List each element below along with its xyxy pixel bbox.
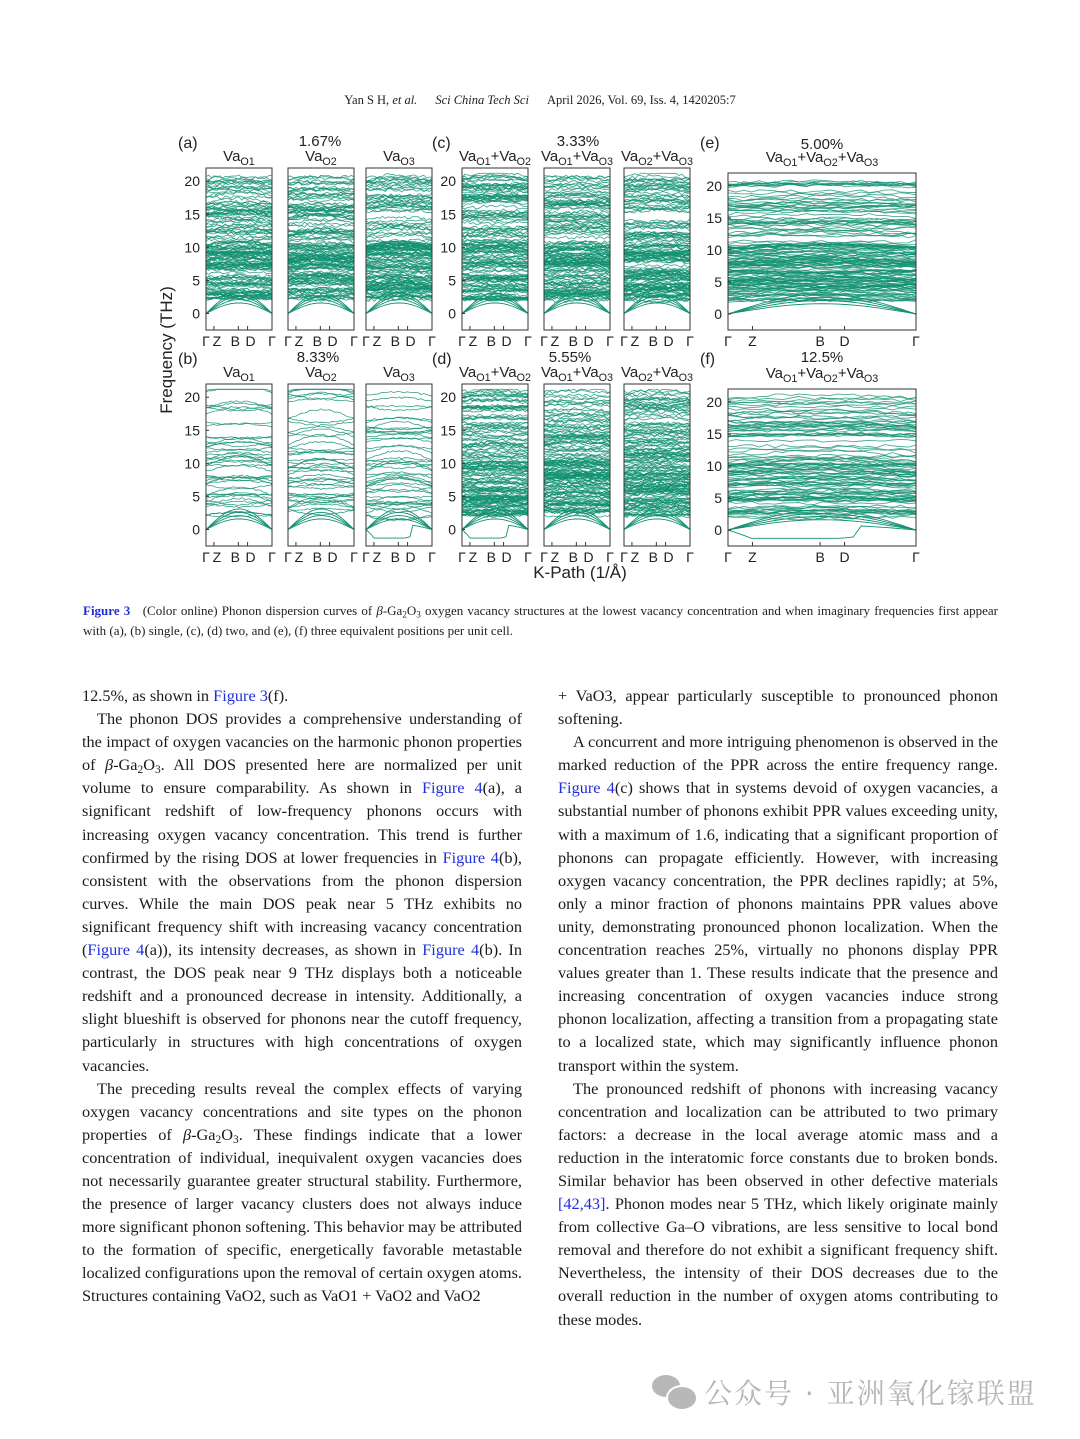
caption-text: O [406,603,417,618]
dispersion-branches [462,389,528,538]
kpath-label: Γ [686,549,694,565]
y-tick-label: 10 [184,455,200,472]
y-tick-label: 5 [192,272,200,289]
kpath-label: Z [212,549,222,565]
phonon-branch [366,220,432,223]
text: . These findings indicate that a lower concentration of individual, inequivalent oxygen vacancies does not necessarily guarantee greater structural stability. Furthermore, the presence of larger vacancy clusters does not always induce more significant phonon softening. This behavior may be attributed to the formation of specific, energetically favorable metastable localized configurations upon the removal of certain oxygen atoms. Structures containing VaO2, such as VaO1 + VaO2 and VaO2 [82,1124,522,1306]
kpath-label: Z [550,333,560,349]
text: The phonon DOS provides a comprehensive understanding of the impact of oxygen vacancies on the harmonic phonon properties of [82,709,522,775]
phonon-branch [288,421,354,426]
kpath-label: Γ [912,333,920,349]
acoustic-branch [288,296,354,313]
y-tick-label: 10 [706,241,722,258]
phonon-branch [728,439,916,442]
kpath-label: D [839,549,850,565]
kpath-label: Γ [362,333,370,349]
dispersion-branches [288,389,354,529]
dispersion-branches [366,391,432,538]
kpath-label: Z [372,333,382,349]
acoustic-branch [288,300,354,314]
y-tick-label: 20 [184,173,200,190]
acoustic-branch [544,516,610,530]
phonon-branch [206,422,272,425]
kpath-label: B [815,549,825,565]
panel-label: (c) [432,135,451,152]
figure-link[interactable]: Figure 4 [558,778,615,798]
subplot-title: $Va_{O2}+Va_{O3}$ [620,148,694,168]
kpath-label: Γ [268,333,276,349]
et-al: et al. [392,93,418,107]
paragraph [82,707,522,1077]
kpath-label: Γ [284,333,292,349]
paragraph [82,684,522,707]
dispersion-branches [544,175,610,313]
y-tick-label: 5 [192,488,200,505]
y-tick-label: 5 [714,489,722,506]
phonon-branch [366,463,432,464]
text: 12.5%, as shown in [82,686,214,705]
watermark [652,1372,1037,1412]
paragraph [558,684,998,730]
kpath-label: D [501,333,512,349]
panel-label: (f) [700,351,716,368]
kpath-label: B [648,549,659,565]
concentration-label: 12.5% [800,349,844,366]
kpath-label: Z [630,333,640,349]
kpath-label: Z [212,333,222,349]
phonon-branch [288,442,354,449]
journal-name: Sci China Tech Sci [435,93,529,107]
subplot-title: $Va_{O3}$ [383,148,415,168]
kpath-label: Γ [606,333,614,349]
paragraph [82,1077,522,1308]
figure-link[interactable]: Figure 4 [87,940,145,960]
phonon-branch [544,236,610,239]
subplot-title: $Va_{O2}+Va_{O3}$ [620,364,694,384]
kpath-label: Γ [620,549,628,565]
figure-link[interactable]: Figure 4 [442,847,499,867]
kpath-label: Z [372,549,382,565]
acoustic-branch [366,300,432,314]
kpath-label: D [245,333,256,349]
phonon-branch [462,205,528,209]
kpath-label: D [663,549,674,565]
y-tick-label: 5 [448,272,456,289]
subplot-title: $Va_{O1}+Va_{O3}$ [540,364,614,384]
y-axis-label: Frequency (THz) [157,286,176,414]
concentration-label: 8.33% [296,349,340,366]
kpath-label: Γ [724,549,732,565]
kpath-label: Γ [912,549,920,565]
imaginary-branch [366,525,432,538]
acoustic-branch [206,300,272,314]
kpath-label: Γ [350,333,358,349]
acoustic-branch [728,301,916,315]
acoustic-branch [206,516,272,530]
subplot-title: $Va_{O1}+Va_{O2}$ [458,148,532,168]
phonon-branch [288,409,354,419]
subplot-title: $Va_{O1}+Va_{O2}$ [458,364,532,384]
kpath-label: Γ [458,549,466,565]
dispersion-branches [728,394,916,538]
text: -Ga [113,755,138,775]
kpath-label: D [583,333,594,349]
kpath-label: Z [550,549,560,565]
kpath-label: Γ [540,333,548,349]
text: + VaO3, appear particularly susceptible to pronounced phonon softening. [558,686,998,729]
y-tick-label: 10 [706,457,722,474]
kpath-label: B [815,333,825,349]
y-tick-label: 10 [440,239,456,256]
acoustic-branch [624,516,690,530]
kpath-label: D [327,549,338,565]
kpath-label: Γ [524,549,532,565]
kpath-label: Z [748,549,757,565]
phonon-branch [366,451,432,461]
kpath-label: Γ [686,333,694,349]
kpath-label: D [583,549,594,565]
phonon-branch [288,448,354,451]
dispersion-branches [624,389,690,529]
kpath-label: B [390,549,401,565]
text: (a)), its intensity decreases, as shown in [144,940,423,960]
caption-beta: β [376,603,383,618]
caption-text: oxygen vacancy structures at the lowest vacancy concentration and when imaginary frequencies first appear with (a), (b) single, (c), (d) two, and (e), (f) three equivalent positions per unit cell. [83,603,999,638]
concentration-label: 1.67% [298,133,342,150]
kpath-label: Γ [540,549,548,565]
text: O [143,755,155,775]
phonon-branch [288,459,354,460]
subplot-title: $Va_{O1}+Va_{O2}+Va_{O3}$ [765,365,879,385]
figure-3 [150,128,940,588]
figure-caption [83,601,998,641]
kpath-label: Z [630,549,640,565]
figure-label[interactable]: Figure 3 [83,603,131,618]
phonon-branch [624,264,690,268]
y-tick-label: 20 [440,389,456,406]
kpath-label: Z [294,333,304,349]
phonon-branch [206,484,272,489]
subplot-title: $Va_{O1}$ [223,364,255,384]
kpath-label: D [501,549,512,565]
dispersion-branches [206,175,272,314]
y-tick-label: 20 [706,393,722,410]
kpath-label: Z [748,333,757,349]
y-tick-label: 0 [192,521,200,538]
y-tick-label: 5 [448,488,456,505]
left-column [82,684,522,1308]
caption-sub: 2 [402,609,407,620]
issue-info: April 2026, Vol. 69, Iss. 4, 1420205:7 [546,93,736,107]
y-tick-label: 15 [440,422,456,439]
sub: 3 [154,764,161,777]
phonon-branch [288,398,354,402]
caption-text: -Ga [382,603,403,618]
y-tick-label: 20 [184,389,200,406]
kpath-label: B [390,333,401,349]
phonon-branch [288,418,354,423]
concentration-label: 5.55% [548,349,592,366]
phonon-branch [728,501,916,504]
phonon-branch [206,389,272,393]
kpath-label: Z [294,549,304,565]
imaginary-branch [728,526,916,538]
text: O [221,1124,233,1144]
text: A concurrent and more intriguing phenomenon is observed in the marked reduction of the PPR across the entire frequency range. [558,732,998,775]
y-tick-label: 0 [448,521,456,538]
y-tick-label: 15 [706,425,722,442]
phonon-branch [728,191,916,194]
kpath-label: B [230,333,241,349]
imaginary-branch [462,525,528,538]
figure-link[interactable]: Figure 4 [421,778,483,798]
panel-label: (b) [178,351,198,368]
concentration-label: 5.00% [800,136,844,153]
dispersion-branches [462,173,528,313]
dispersion-branches [288,175,354,313]
concentration-label: 3.33% [556,133,600,150]
figure-link[interactable]: Figure 3 [213,686,268,705]
paragraph [558,730,998,1076]
caption-text: (Color online) Phonon dispersion curves of [142,603,377,618]
y-tick-label: 15 [184,422,200,439]
kpath-label: Γ [428,333,436,349]
phonon-branch [366,406,432,408]
right-column [558,684,998,1331]
phonon-branch [288,426,354,433]
kpath-label: D [839,333,850,349]
kpath-label: B [568,333,579,349]
y-tick-label: 10 [184,239,200,256]
y-tick-label: 0 [448,305,456,322]
phonon-branch [366,446,432,449]
phonon-branch [366,397,432,401]
kpath-label: B [486,333,497,349]
wechat-icon [652,1375,696,1409]
watermark-text: 公众号 · 亚洲氧化镓联盟 [704,1377,1037,1410]
kpath-label: Γ [524,333,532,349]
kpath-label: Γ [202,333,210,349]
phonon-branch [206,464,272,466]
kpath-label: B [568,549,579,565]
phonon-branch [728,408,916,412]
beta: β [183,1124,192,1144]
acoustic-branch [462,300,528,314]
dispersion-branches [624,173,690,313]
dispersion-branches [728,180,916,314]
subplot-title: $Va_{O3}$ [383,364,415,384]
acoustic-branch [544,512,610,529]
kpath-label: B [230,549,241,565]
beta: β [104,755,114,775]
kpath-label: Γ [724,333,732,349]
text: . Phonon modes near 5 THz, which likely originate mainly from collective Ga–O vibrations, are less sensitive to local bond removal and therefore do not exhibit a significant frequency shift. Nevertheless, the intensity of their DOS decreases due to the overall reduction in the number of oxygen atoms contributing to these modes. [558,1194,998,1329]
text: -Ga [191,1124,216,1144]
sub: 2 [137,764,144,777]
kpath-label: B [312,333,323,349]
text: (c) shows that in systems devoid of oxygen vacancies, a substantial number of phonons exhibit PPR values exceeding unity, with a maximum of 1.6, indicating that a significant proportion of phonons can propagate efficiently. However, with increasing oxygen vacancy concentration, the PPR declines rapidly; at 5%, only a minor fraction of phonons maintains PPR values above unity, demonstrating pronounced phonon localization. When the concentration reaches 25%, virtually no phonons display PPR values greater than 1. These results indicate that the presence and increasing concentration of oxygen vacancies induce strong phonon localization, affecting a transition from a propagating state to a localized state, which may significantly influence phonon transport within the system. [558,778,998,1075]
text: (f). [267,686,289,705]
text: The preceding results reveal the complex effects of varying oxygen vacancy concentrations and site types on the phonon properties of [82,1078,522,1144]
kpath-label: Γ [202,549,210,565]
kpath-label: D [327,333,338,349]
text: (b). In contrast, the DOS peak near 9 THz displays both a noticeable redshift and a pronounced decrease in intensity. Additionally, a slight blueshift is observed for phonons near the cutoff frequency, particularly in structures with high concentrations of oxygen vacancies. [82,940,523,1075]
acoustic-branch [206,512,272,529]
sub: 3 [233,1133,239,1146]
y-tick-label: 20 [440,173,456,190]
y-tick-label: 15 [440,206,456,223]
text: The pronounced redshift of phonons with increasing vacancy concentration and localization can be attributed to two primary factors: a decrease in the local average atomic mass and a reduction in the interatomic force constants due to broken bonds. Similar behavior has been observed in other defective materials [558,1078,998,1190]
kpath-label: Γ [458,333,466,349]
subplot-title: $Va_{O2}$ [305,364,337,384]
kpath-label: D [405,333,416,349]
kpath-label: Γ [362,549,370,565]
text: . All DOS presented here are normalized per unit volume to ensure comparability. As shown in [82,755,522,798]
kpath-label: Γ [620,333,628,349]
subplot-title: $Va_{O1}+Va_{O3}$ [540,148,614,168]
text: (b), consistent with the observations from the phonon dispersion curves. While the main DOS peak near 5 THz exhibits no significant frequency shift with increasing vacancy concentration ( [82,847,522,960]
y-tick-label: 5 [714,273,722,290]
y-tick-label: 15 [184,206,200,223]
dispersion-branches [366,174,432,314]
y-tick-label: 0 [714,305,722,322]
acoustic-branch [288,516,354,530]
phonon-branch [728,450,916,457]
kpath-label: D [663,333,674,349]
kpath-label: Γ [350,549,358,565]
kpath-label: B [312,549,323,565]
kpath-label: Γ [428,549,436,565]
panel-label: (d) [432,351,452,368]
y-tick-label: 20 [706,177,722,194]
citation-link[interactable]: [42,43] [558,1194,606,1214]
phonon-branch [366,458,432,462]
x-axis-label: K-Path (1/Å) [533,563,627,582]
kpath-label: Γ [268,549,276,565]
phonon-dispersion-figure [150,128,940,588]
y-tick-label: 0 [192,305,200,322]
phonon-branch [288,465,354,476]
y-tick-label: 0 [714,521,722,538]
kpath-label: D [245,549,256,565]
running-head [0,93,1080,108]
authors: Yan S H, [344,93,393,107]
text: (a), a significant redshift of low-frequency phonons occurs with increasing oxygen vacancy concentration. This trend is further confirmed by the rising DOS at lower frequencies in [82,778,523,867]
subplot-title: $Va_{O2}$ [305,148,337,168]
y-tick-label: 10 [440,455,456,472]
dispersion-branches [544,389,610,529]
subplot-title: $Va_{O1}+Va_{O2}+Va_{O3}$ [765,149,879,169]
kpath-label: Γ [606,549,614,565]
kpath-label: B [648,333,659,349]
sub: 2 [215,1133,222,1146]
y-tick-label: 15 [706,209,722,226]
panel-label: (e) [700,135,720,152]
phonon-branch [366,391,432,396]
kpath-label: Z [468,549,478,565]
subplot-title: $Va_{O1}$ [223,148,255,168]
panel-label: (a) [178,135,198,152]
kpath-label: B [486,549,497,565]
kpath-label: Γ [284,549,292,565]
paragraph [558,1077,998,1331]
kpath-label: Z [468,333,478,349]
kpath-label: D [405,549,416,565]
caption-sub: 3 [416,609,421,620]
dispersion-branches [206,389,272,529]
figure-link[interactable]: Figure 4 [422,940,480,960]
